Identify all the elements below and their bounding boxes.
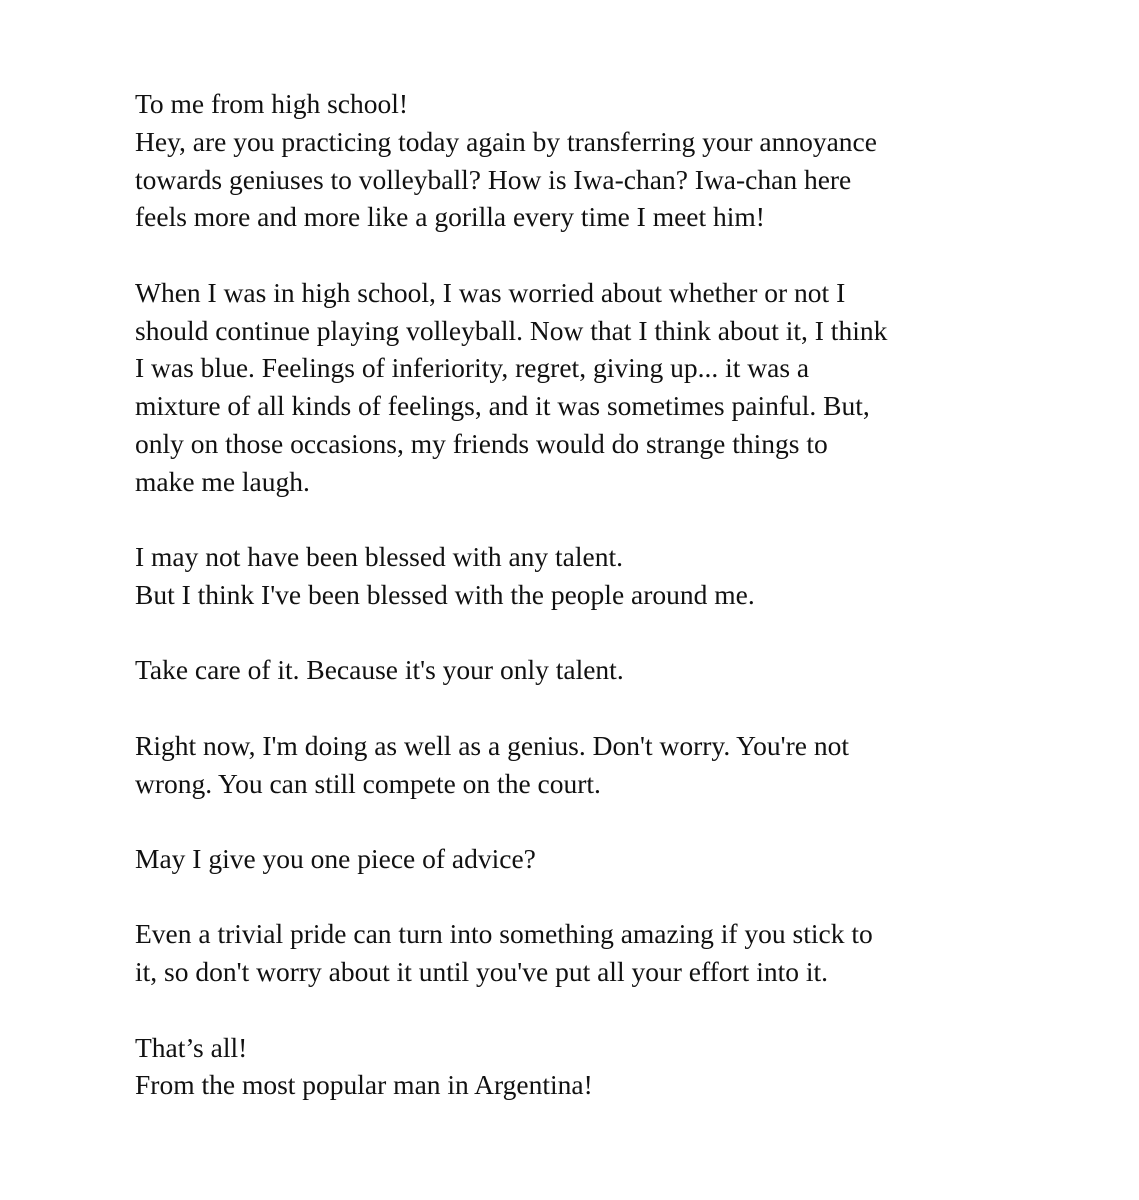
text-line: feels more and more like a gorilla every time I meet him! — [135, 201, 765, 233]
letter-body — [135, 85, 1035, 1104]
text-line: wrong. You can still compete on the court. — [135, 767, 601, 799]
text-line: Take care of it. Because it's your only talent. — [135, 654, 624, 686]
advice-question-paragraph — [135, 840, 1035, 878]
text-line: But I think I've been blessed with the people around me. — [135, 578, 755, 610]
talent-paragraph — [135, 538, 1035, 614]
high-school-paragraph — [135, 274, 1035, 501]
text-line: Even a trivial pride can turn into something amazing if you stick to — [135, 918, 873, 950]
take-care-paragraph — [135, 651, 1035, 689]
text-line: I may not have been blessed with any talent. — [135, 541, 623, 573]
closing-line: That’s all! — [135, 1031, 248, 1063]
right-now-paragraph — [135, 727, 1035, 803]
text-line: make me laugh. — [135, 465, 310, 497]
greeting-paragraph — [135, 85, 1035, 236]
text-line: it, so don't worry about it until you've put all your effort into it. — [135, 956, 829, 988]
text-line: Hey, are you practicing today again by transferring your annoyance — [135, 125, 877, 157]
text-line: only on those occasions, my friends would do strange things to — [135, 427, 828, 459]
text-line: should continue playing volleyball. Now that I think about it, I think — [135, 314, 888, 346]
text-line: When I was in high school, I was worried about whether or not I — [135, 276, 846, 308]
sign-off-paragraph — [135, 1029, 1035, 1105]
salutation-line: To me from high school! — [135, 88, 409, 119]
text-line: May I give you one piece of advice? — [135, 842, 536, 874]
text-line: Right now, I'm doing as well as a genius. Don't worry. You're not — [135, 729, 850, 761]
advice-paragraph — [135, 915, 1035, 991]
text-line: mixture of all kinds of feelings, and it was sometimes painful. But, — [135, 390, 870, 422]
text-line: I was blue. Feelings of inferiority, regret, giving up... it was a — [135, 352, 810, 384]
signature-line: From the most popular man in Argentina! — [135, 1069, 593, 1101]
text-line: towards geniuses to volleyball? How is Iwa-chan? Iwa-chan here — [135, 163, 852, 195]
